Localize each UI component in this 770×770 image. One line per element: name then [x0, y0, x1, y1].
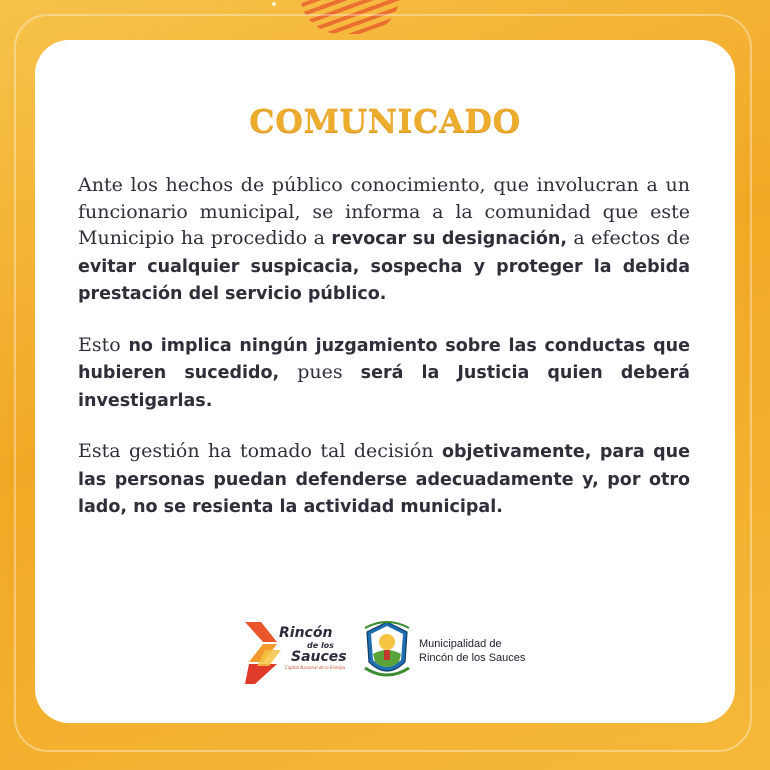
municipality-line-1: Municipalidad de — [419, 638, 502, 650]
logo-tagline: Capital Nacional de la Energía — [285, 665, 346, 670]
logo-line-2: de los — [307, 641, 334, 650]
emphasis-text: objetivamente, para que las personas puedan defenderse adecuadamente y, por otro lado, no se resienta la actividad municipal. — [78, 442, 690, 517]
paragraph-3 — [78, 438, 690, 521]
paragraph-2 — [78, 332, 690, 415]
page-title: COMUNICADO — [249, 102, 521, 140]
body-text: Esta gestión ha tomado tal decisión — [78, 440, 442, 462]
logo-line-1: Rincón — [279, 625, 333, 641]
body-text: pues — [279, 361, 361, 383]
municipal-seal-icon — [363, 620, 411, 682]
paragraph-1 — [78, 172, 690, 308]
emphasis-text: será la Justicia quien deberá investigarlas. — [78, 363, 690, 411]
emphasis-text: evitar cualquier suspicacia, sospecha y proteger la debida prestación del servicio público. — [78, 256, 690, 304]
announcement-body — [78, 172, 690, 545]
body-text: Ante los hechos de público conocimiento, que involucran a un funcionario municipal, se informa a la comunidad que este Municipio ha procedido a — [78, 174, 690, 249]
rincon-sauces-wordmark — [279, 626, 347, 671]
emphasis-text: no implica ningún juzgamiento sobre las conductas que hubieren sucedido, — [78, 335, 690, 383]
decorative-dot — [272, 2, 276, 6]
municipality-line-2: Rincón de los Sauces — [419, 652, 526, 664]
municipality-name — [419, 637, 525, 665]
logo-line-3: Sauces — [291, 649, 347, 665]
body-text: a efectos de — [567, 227, 690, 249]
body-text: Esto — [78, 333, 129, 356]
footer-logos — [243, 620, 543, 690]
emphasis-text: revocar su designación, — [331, 229, 568, 249]
rincon-sauces-logo-icon — [243, 620, 283, 686]
